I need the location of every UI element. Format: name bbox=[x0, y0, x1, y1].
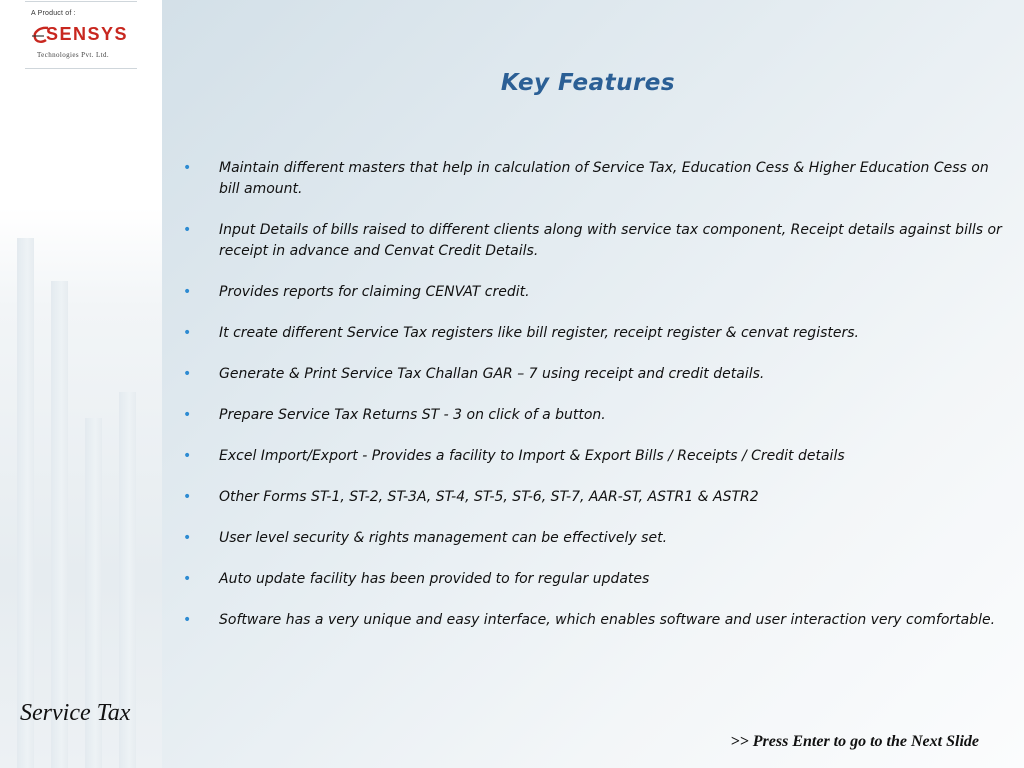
feature-item bbox=[180, 405, 1012, 426]
feature-item bbox=[180, 158, 1012, 200]
feature-item bbox=[180, 323, 1012, 344]
bullet-icon: • bbox=[183, 284, 192, 300]
feature-text: User level security & rights management can be effectively set. bbox=[219, 530, 668, 546]
feature-text: Auto update facility has been provided to for regular updates bbox=[219, 571, 650, 587]
bullet-icon: • bbox=[183, 489, 192, 505]
decorative-bar bbox=[51, 281, 68, 768]
feature-item bbox=[180, 364, 1012, 385]
feature-text: Prepare Service Tax Returns ST - 3 on click of a button. bbox=[219, 407, 606, 423]
feature-text: Excel Import/Export - Provides a facility to Import & Export Bills / Receipts / Credit details bbox=[219, 448, 845, 464]
features-list bbox=[180, 158, 1012, 651]
feature-text: Input Details of bills raised to different clients along with service tax component, Receipt details against bills or receipt in advance and Cenvat Credit Details. bbox=[219, 222, 1002, 259]
feature-item bbox=[180, 610, 1012, 631]
left-panel bbox=[0, 0, 162, 768]
decorative-bar bbox=[17, 238, 34, 768]
feature-item bbox=[180, 220, 1012, 262]
bullet-icon: • bbox=[183, 571, 192, 587]
feature-text: Software has a very unique and easy interface, which enables software and user interaction very comfortable. bbox=[219, 612, 996, 628]
feature-item bbox=[180, 569, 1012, 590]
feature-text: Maintain different masters that help in calculation of Service Tax, Education Cess & Higher Education Cess on bill amount. bbox=[219, 160, 989, 197]
feature-item bbox=[180, 487, 1012, 508]
bullet-icon: • bbox=[183, 530, 192, 546]
next-slide-link[interactable]: >> Press Enter to go to the Next Slide bbox=[730, 733, 979, 750]
feature-text: Other Forms ST-1, ST-2, ST-3A, ST-4, ST-5, ST-6, ST-7, AAR-ST, ASTR1 & ASTR2 bbox=[219, 489, 759, 505]
bullet-icon: • bbox=[183, 222, 192, 238]
feature-item bbox=[180, 282, 1012, 303]
logo-company-name: SENSYS bbox=[46, 24, 129, 44]
bullet-icon: • bbox=[183, 366, 192, 382]
feature-item bbox=[180, 446, 1012, 467]
bullet-icon: • bbox=[183, 407, 192, 423]
company-logo bbox=[25, 1, 137, 69]
bullet-icon: • bbox=[183, 160, 192, 176]
logo-subtitle: Technologies Pvt. Ltd. bbox=[37, 51, 110, 59]
page-title: Key Features bbox=[500, 70, 676, 96]
feature-text: It create different Service Tax registers like bill register, receipt register & cenvat registers. bbox=[219, 325, 859, 341]
bullet-icon: • bbox=[183, 612, 192, 628]
feature-text: Generate & Print Service Tax Challan GAR – 7 using receipt and credit details. bbox=[219, 366, 765, 382]
bullet-icon: • bbox=[183, 325, 192, 341]
feature-item bbox=[180, 528, 1012, 549]
bullet-icon: • bbox=[183, 448, 192, 464]
feature-text: Provides reports for claiming CENVAT credit. bbox=[219, 284, 530, 300]
product-title: Service Tax bbox=[20, 700, 131, 726]
logo-product-of: A Product of : bbox=[31, 10, 76, 17]
